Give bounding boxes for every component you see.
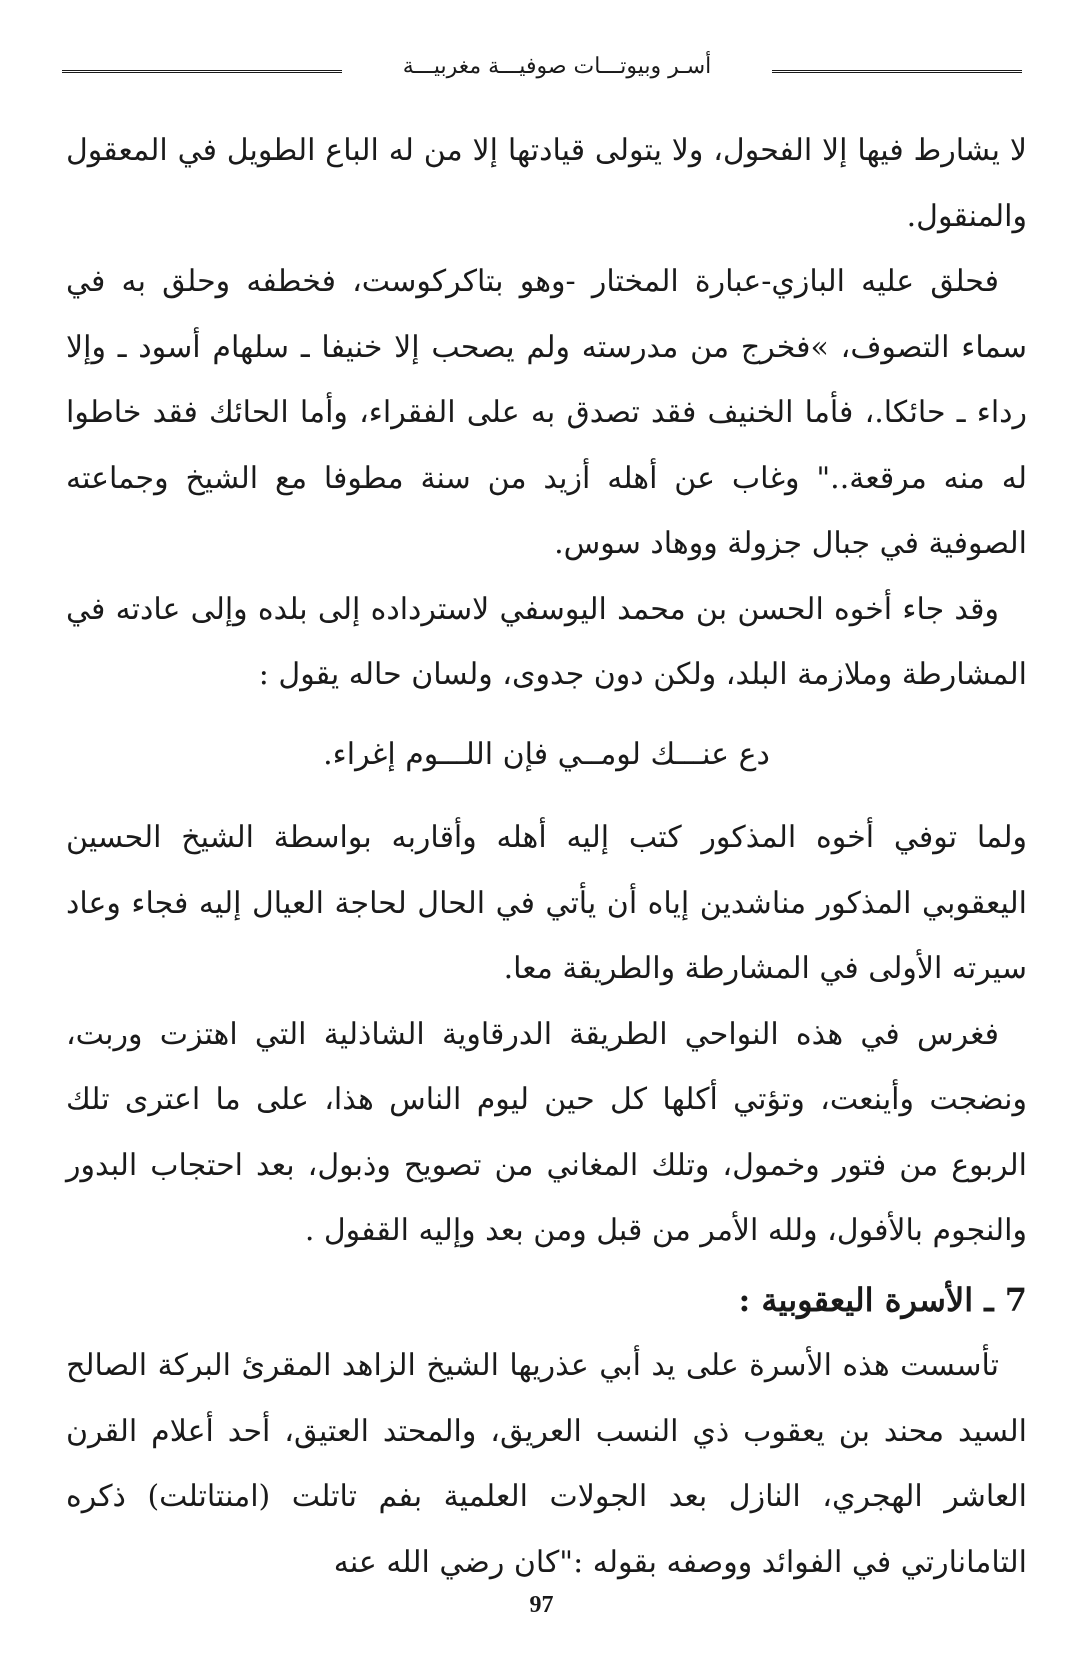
paragraph: فغرس في هذه النواحي الطريقة الدرقاوية الشاذلية التي اهتزت وربت، ونضجت وأينعت، وتؤتي أكلها كل حين ليوم الناس هذا، على ما اعترى تلك الربوع من فتور وخمول، وتلك المغاني من تصويح وذبول، بعد احتجاب البدور والنجوم بالأفول، ولله الأمر من قبل ومن بعد وإليه القفول . [66, 1016, 1027, 1248]
header-rule-left [62, 70, 342, 73]
verse-line: دع عنـــك لومــي فإن اللـــوم إغراء. [323, 736, 770, 772]
section-heading: 7 ـ الأسرة اليعقوبية : [738, 1280, 1027, 1319]
running-header [62, 52, 1022, 92]
paragraph: فحلق عليه البازي-عبارة المختار -وهو بتاكركوست، فخطفه وحلق به في سماء التصوف، »فخرج من مدرسته ولم يصحب إلا خنيفا ـ سلهام أسود ـ وإلا رداء ـ حائكا.، فأما الخنيف فقد تصدق به على الفقراء، وأما الحائك فقد خاطوا له منه مرقعة.." وغاب عن أهله أزيد من سنة مطوفا مع الشيخ وجماعته الصوفية في جبال جزولة ووهاد سوس. [66, 264, 1027, 561]
paragraph: تأسست هذه الأسرة على يد أبي عذريها الشيخ الزاهد المقرئ البركة الصالح السيد محند بن يعقوب ذي النسب العريق، والمحتد العتيق، أحد أعلام القرن العاشر الهجري، النازل بعد الجولات العلمية بفم تاتلت (امنتاتلت) ذكره التامانارتي في الفوائد ووصفه بقوله :"كان رضي الله عنه [66, 1348, 1027, 1580]
page-number: 97 [529, 1592, 554, 1618]
paragraph: ولما توفي أخوه المذكور كتب إليه أهله وأقاربه بواسطة الشيخ الحسين اليعقوبي المذكور مناشدين إياه أن يأتي في الحال لحاجة العيال إليه فجاء وعاد سيرته الأولى في المشارطة والطريقة معا. [66, 820, 1027, 986]
paragraph: وقد جاء أخوه الحسن بن محمد اليوسفي لاسترداده إلى بلده وإلى عادته في المشارطة وملازمة البلد، ولكن دون جدوى، ولسان حاله يقول : [66, 591, 1027, 692]
body-text [66, 118, 1027, 1595]
paragraph: لا يشارط فيها إلا الفحول، ولا يتولى قيادتها إلا من له الباع الطويل في المعقول والمنقول. [66, 133, 1027, 234]
running-title: أسـر وبيوتـــات صوفيـــة مغربيـــة [402, 54, 712, 79]
header-rule-right [772, 70, 1022, 73]
